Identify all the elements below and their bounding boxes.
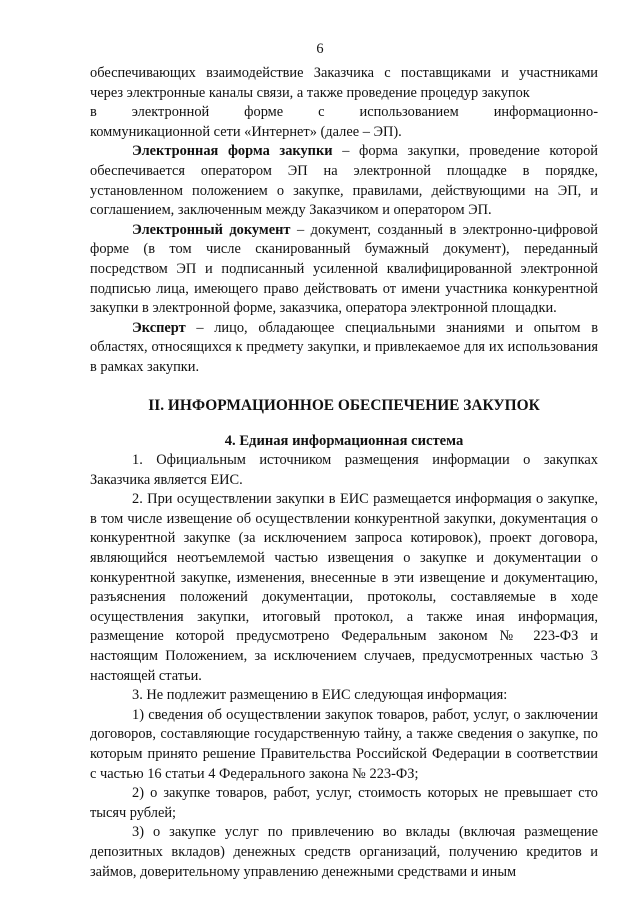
intro-line-2: через электронные каналы связи, а также проведение процедур закупок bbox=[90, 84, 530, 101]
intro-line-4: коммуникационной сети «Интернет» (далее – ЭП). bbox=[90, 123, 402, 140]
paragraph: 1. Официальным источником размещения информации о закупках Заказчика является ЕИС. bbox=[90, 452, 598, 488]
definition-expert bbox=[90, 319, 598, 378]
subsection-title: 4. Единая информационная система bbox=[224, 432, 464, 449]
definition-electronic-form bbox=[90, 142, 598, 220]
intro-line-1: обеспечивающих взаимодействие Заказчика с поставщиками и участниками bbox=[90, 65, 598, 81]
paragraph: 2. При осуществлении закупки в ЕИС размещается информация о закупке, в том числе извещение об осуществлении конкурентной закупки, документация о конкурентной закупке (за исключением запроса котировок), проект договора, являющийся неотъемлемой частью извещения о закупке и документации о конкурентной закупке, изменения, внесенные в эти извещение и документацию, разъяснения положений документации, протоколы, составляемые в ходе осуществления закупки, итоговый протокол, а также иная информация, размещение которой предусмотрено Федеральным законом № 223-ФЗ и настоящим Положением, за исключением случаев, предусмотренных частью 3 настоящей статьи. bbox=[90, 491, 598, 684]
paragraph: 3. Не подлежит размещению в ЕИС следующая информация: bbox=[132, 687, 508, 704]
definition-text: – документ, созданный в электронно-цифровой форме (в том числе сканированный бумажный документ), переданный посредством ЭП и подписанный усиленной квалифицированной электронной подписью лица, имеющего право действовать от имени участника конкурентной закупки в электронной форме, заказчика, оператора электронной площадки. bbox=[90, 221, 598, 317]
definition-text: – форма закупки, проведение которой обеспечивается оператором ЭП на электронной площадке в порядке, установленном положением о закупке, правилами, действующими на ЭП, и соглашением, заключенным между Заказчиком и оператором ЭП. bbox=[90, 143, 598, 219]
definition-term: Электронная форма закупки bbox=[132, 143, 333, 160]
list-item: 1) сведения об осуществлении закупок товаров, работ, услуг, о заключении договоров, составляющие государственную тайну, а также сведения о закупке, по которым принято решение Правительства Российской Федерации в соответствии с частью 16 статьи 4 Федерального закона № 223-ФЗ; bbox=[90, 706, 598, 782]
page-number: 6 bbox=[316, 41, 324, 57]
list-item: 2) о закупке товаров, работ, услуг, стоимость которых не превышает сто тысяч рублей; bbox=[90, 785, 598, 821]
definition-term: Эксперт bbox=[132, 319, 186, 336]
section-title: II. ИНФОРМАЦИОННОЕ ОБЕСПЕЧЕНИЕ ЗАКУПОК bbox=[148, 396, 540, 414]
definition-electronic-document bbox=[90, 221, 598, 319]
list-item: 3) о закупке услуг по привлечению во вклады (включая размещение депозитных вкладов) денежных средств организаций, получению кредитов и займов, доверительному управлению денежными средствами и иным bbox=[90, 824, 598, 880]
definition-term: Электронный документ bbox=[132, 221, 291, 238]
intro-line-3: в электронной форме с использованием информационно- bbox=[90, 104, 598, 121]
definition-text: – лицо, обладающее специальными знаниями и опытом в областях, относящихся к предмету закупки, и привлекаемое для их использования в рамках закупки. bbox=[90, 319, 598, 375]
page-content bbox=[90, 64, 598, 882]
